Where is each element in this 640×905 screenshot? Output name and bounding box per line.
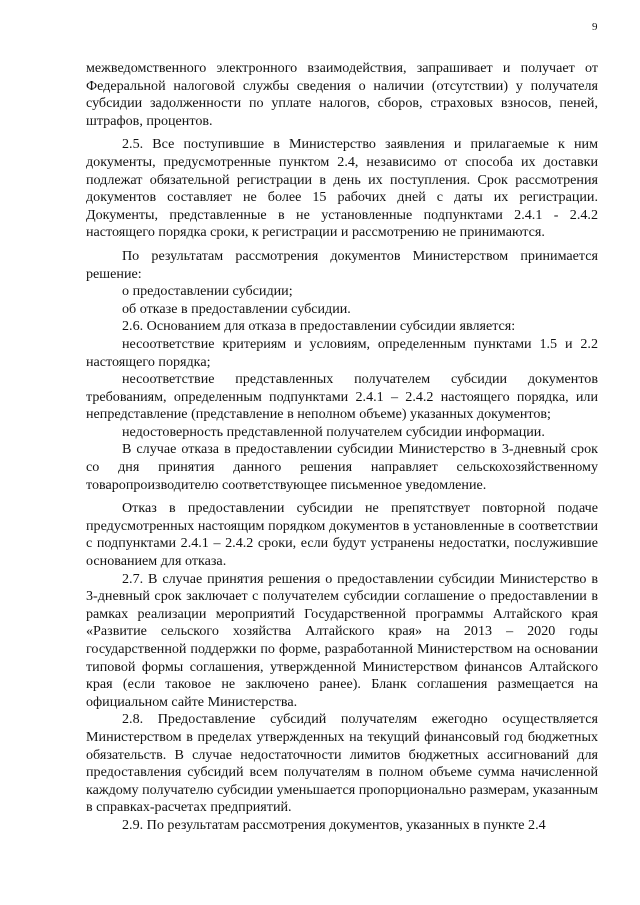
refusal-reason-criteria: несоответствие критериям и условиям, определенным пунктами 1.5 и 2.2 настоящего порядка; [86,335,598,370]
document-body [86,60,598,835]
decision-grant: о предоставлении субсидии; [122,283,293,300]
paragraph-2-8: 2.8. Предоставление субсидий получателям ежегодно осуществляется Министерством в пределах утвержденных на текущий финансовый год бюджетных обязательств. В случае недостаточности лимитов бюджетных ассигнований для предоставления субсидий всем получателям в полном объеме сумма начисленной каждому получателю субсидии уменьшается пропорционально размерам, указанным в справках-расчетах предприятий. [86,711,598,816]
refusal-reason-false-info: недостоверность представленной получателем субсидии информации. [122,423,545,440]
decision-refuse: об отказе в предоставлении субсидии. [122,300,351,317]
refusal-reason-documents: несоответствие представленных получателем субсидии документов требованиям, определенным подпунктами 2.4.1 – 2.4.2 настоящего порядка, или непредставление (представление в неполном объеме) указанных документов; [86,371,598,423]
paragraph-review-results: По результатам рассмотрения документов Министерством принимается решение: [86,247,598,282]
paragraph-2-7: 2.7. В случае принятия решения о предоставлении субсидии Министерство в 3-дневный срок заключает с получателем субсидии соглашение о предоставлении в рамках реализации мероприятий Государственной программы Алтайского края «Развитие сельского хозяйства Алтайского края» на 2013 – 2020 годы государственной поддержки по форме, разработанной Министерством на основании типовой формы соглашения, утвержденной Министерством финансов Алтайского края (если таковое не заключено ранее). Бланк соглашения размещается на официальном сайте Министерства. [86,570,598,710]
page-number: 9 [592,21,598,33]
paragraph-2-9: 2.9. По результатам рассмотрения документов, указанных в пункте 2.4 [122,816,546,833]
paragraph-interagency-request: межведомственного электронного взаимодействия, запрашивает и получает от Федеральной налоговой службы сведения о наличии (отсутствии) у получателя субсидии задолженности по уплате налогов, сборов, страховых взносов, пеней, штрафов, процентов. [86,60,598,129]
paragraph-refusal-notice: В случае отказа в предоставлении субсидии Министерство в 3-дневный срок со дня принятия данного решения направляет сельскохозяйственному товаропроизводителю соответствующее письменное уведомление. [86,441,598,493]
paragraph-resubmission: Отказ в предоставлении субсидии не препятствует повторной подаче предусмотренных настоящим порядком документов в установленные в соответствии с подпунктами 2.4.1 – 2.4.2 сроки, если будут устранены недостатки, послужившие основанием для отказа. [86,500,598,570]
paragraph-2-5: 2.5. Все поступившие в Министерство заявления и прилагаемые к ним документы, предусмотренные пунктом 2.4, независимо от способа их доставки подлежат обязательной регистрации в день их поступления. Срок рассмотрения документов составляет не более 15 рабочих дней с даты их регистрации. Документы, представленные в не установленные подпунктами 2.4.1 - 2.4.2 настоящего порядка сроки, к регистрации и рассмотрению не принимаются. [86,136,598,241]
paragraph-2-6: 2.6. Основанием для отказа в предоставлении субсидии является: [122,318,516,335]
